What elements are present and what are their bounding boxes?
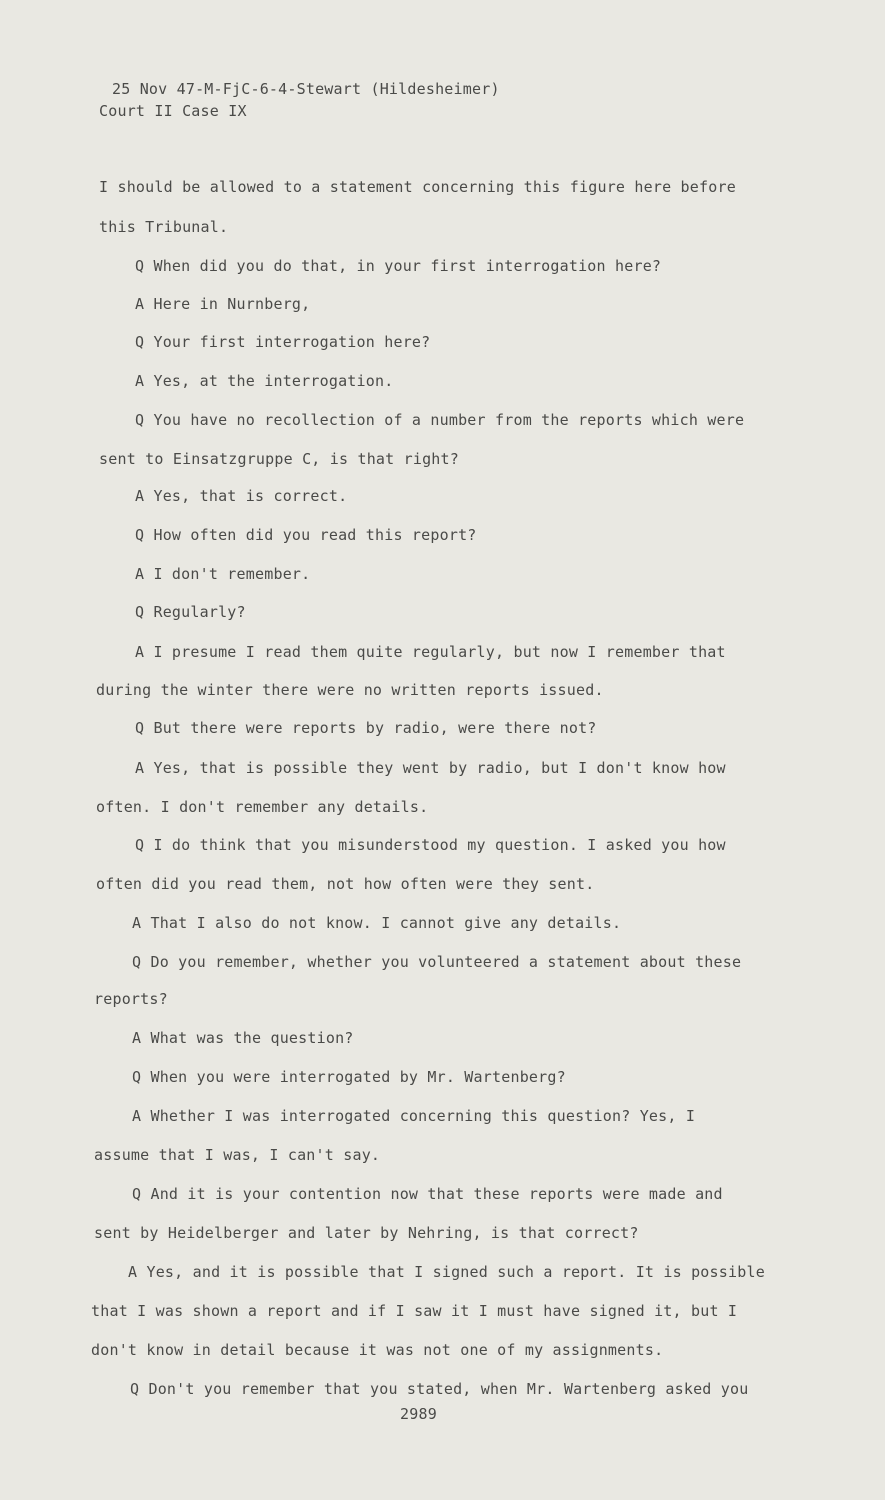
transcript-line: A Yes, that is correct. bbox=[135, 487, 348, 505]
transcript-line: I should be allowed to a statement concerning this figure here before bbox=[99, 178, 736, 196]
header-line-2: Court II Case IX bbox=[99, 102, 247, 120]
transcript-line: Q I do think that you misunderstood my question. I asked you how bbox=[135, 836, 726, 854]
transcript-line: this Tribunal. bbox=[99, 218, 229, 236]
transcript-line: often. I don't remember any details. bbox=[96, 798, 429, 816]
transcript-line: don't know in detail because it was not one of my assignments. bbox=[91, 1341, 664, 1359]
transcript-line: Q Do you remember, whether you volunteered a statement about these bbox=[132, 953, 742, 971]
page-number: 2989 bbox=[400, 1405, 437, 1423]
transcript-line: A Yes, and it is possible that I signed such a report. It is possible bbox=[128, 1263, 765, 1281]
transcript-line: A Whether I was interrogated concerning this question? Yes, I bbox=[132, 1107, 696, 1125]
transcript-line: Q How often did you read this report? bbox=[135, 526, 477, 544]
transcript-line: that I was shown a report and if I saw it I must have signed it, but I bbox=[91, 1302, 738, 1320]
transcript-line: A What was the question? bbox=[132, 1029, 354, 1047]
transcript-line: Q But there were reports by radio, were there not? bbox=[135, 719, 597, 737]
transcript-line: sent by Heidelberger and later by Nehring, is that correct? bbox=[94, 1224, 639, 1242]
transcript-line: Q When you were interrogated by Mr. Wartenberg? bbox=[132, 1068, 566, 1086]
transcript-line: Q Your first interrogation here? bbox=[135, 333, 431, 351]
transcript-line: reports? bbox=[94, 990, 168, 1008]
transcript-line: sent to Einsatzgruppe C, is that right? bbox=[99, 450, 459, 468]
transcript-line: Q Regularly? bbox=[135, 603, 246, 621]
transcript-line: Q Don't you remember that you stated, when Mr. Wartenberg asked you bbox=[130, 1380, 749, 1398]
transcript-line: A Here in Nurnberg, bbox=[135, 295, 311, 313]
transcript-line: Q When did you do that, in your first interrogation here? bbox=[135, 257, 662, 275]
transcript-line: often did you read them, not how often were they sent. bbox=[96, 875, 595, 893]
transcript-line: A That I also do not know. I cannot give any details. bbox=[132, 914, 622, 932]
transcript-line: A Yes, at the interrogation. bbox=[135, 372, 394, 390]
transcript-line: during the winter there were no written reports issued. bbox=[96, 681, 604, 699]
transcript-line: Q And it is your contention now that these reports were made and bbox=[132, 1185, 723, 1203]
transcript-line: assume that I was, I can't say. bbox=[94, 1146, 381, 1164]
header-line-1: 25 Nov 47-M-FjC-6-4-Stewart (Hildesheimer) bbox=[112, 80, 500, 98]
transcript-line: A I don't remember. bbox=[135, 565, 311, 583]
transcript-line: A Yes, that is possible they went by radio, but I don't know how bbox=[135, 759, 726, 777]
transcript-line: Q You have no recollection of a number from the reports which were bbox=[135, 411, 745, 429]
transcript-line: A I presume I read them quite regularly, but now I remember that bbox=[135, 643, 726, 661]
